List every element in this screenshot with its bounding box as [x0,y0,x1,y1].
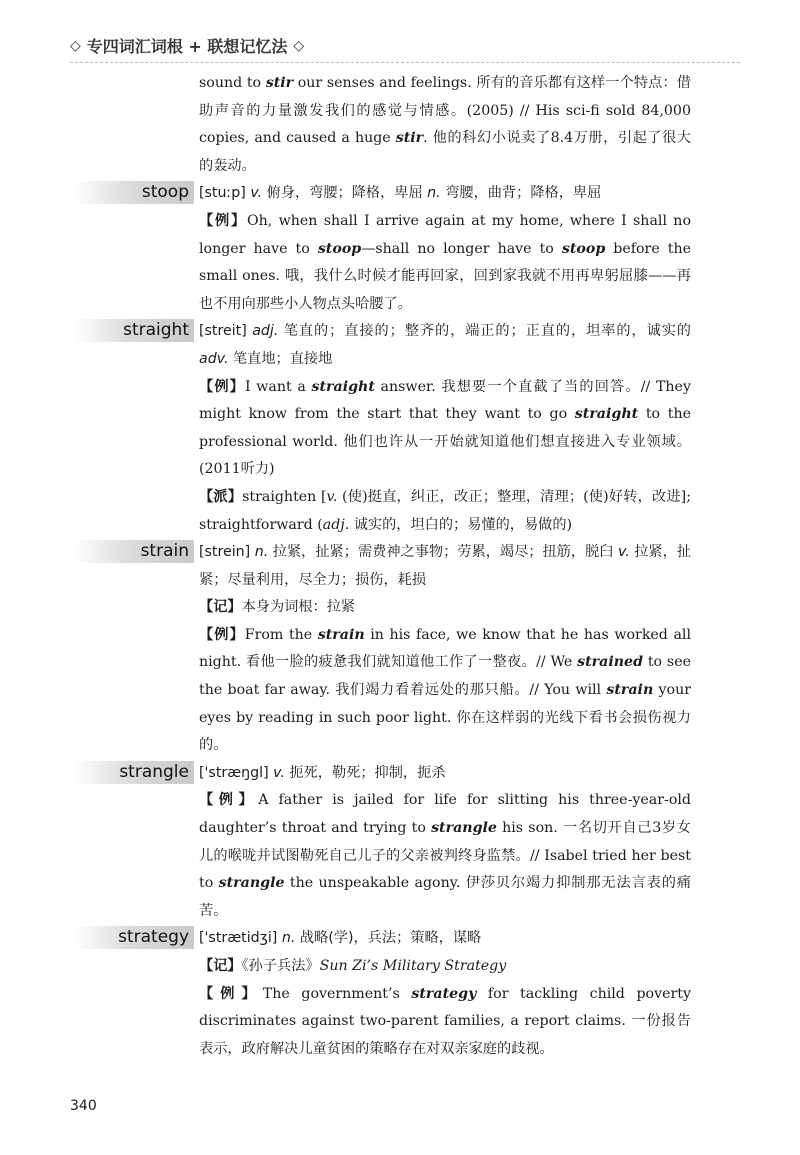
header-divider [70,62,740,63]
header-title: 专四词汇词根 + 联想记忆法 [86,37,288,56]
entry-strain [140,539,692,760]
mnemonic: 【记】本身为词根：拉紧 [199,599,356,616]
headword: strain [74,540,194,563]
definition: [streit] adj. 笔直的；直接的；整齐的，端正的；正直的，坦率的，诚实的 adv. 笔直地；直接地 [199,323,691,367]
page-number: 340 [70,1098,97,1114]
diamond-ornament-icon: ◇ [293,37,305,54]
definition: [strein] n. 拉紧，扯紧；需费神之事物；劳累，竭尽；扭筋，脱臼 v. 拉紧，扯紧；尽量利用，尽全力；损伤，耗损 [199,544,692,588]
definition: ['strætidʒi] n. 战略(学)，兵法；策略，谋略 [199,930,482,947]
example: 【例】From the strain in his face, we know that he has worked all night. 看他一脸的疲惫我们就知道他工作了一整夜。// We strained to see the boat far away. 我们竭力看着远处的那只船。// You will strain your eyes by reading in such poor light. 你在这样弱的光线下看书会损伤视力的。 [199,626,692,754]
entry-stoop [141,180,691,318]
continued-paragraph: sound to stir our senses and feelings. 所有的音乐都有这样一个特点：借助声音的力量激发我们的感觉与情感。(2005) // His sci-fi sold 84,000 copies, and caused a huge stir. 他的科幻小说卖了8.4万册，引起了很大的轰动。 [199,75,691,174]
entry-straight [123,318,692,539]
example: 【例】A father is jailed for life for slitting his three-year-old daughter’s throat and trying to strangle his son. 一名切开自己3岁女儿的喉咙并试图勒死自己儿子的父亲被判终身监禁。// Isabel tried her best to strangle the unspeakable agony. 伊莎贝尔竭力抑制那无法言表的痛苦。 [199,792,691,919]
headword: strategy [74,926,194,949]
entry-strategy [118,925,691,1063]
example: 【例】The government’s strategy for tackling child poverty discriminates against two-parent families, a report claims. 一份报告表示，政府解决儿童贫困的策略存在对双亲家庭的歧视。 [199,985,691,1057]
derivatives: 【派】straighten [v. (使)挺直，纠正，改正；整理，清理；(使)好转，改进]; straightforward (adj. 诚实的，坦白的；易懂的，易做的) [199,488,691,533]
running-header [70,34,304,57]
diamond-ornament-icon: ◇ [70,37,81,54]
headword: strangle [74,761,194,784]
mnemonic: 【记】《孙子兵法》Sun Zi’s Military Strategy [199,958,507,974]
example: 【例】Oh, when shall I arrive again at my home, where I shall no longer have to stoop—shall no longer have to stoop before the small ones. 哦，我什么时候才能再回家，回到家我就不用再卑躬屈膝——再也不用向那些小人物点头哈腰了。 [199,212,691,312]
definition: ['stræŋgl] v. 扼死，勒死；抑制，扼杀 [199,764,446,781]
entry-strangle [119,760,691,926]
definition: [stuːp] v. 俯身，弯腰；降格，卑屈 n. 弯腰，曲背；降格，卑屈 [199,185,602,202]
example: 【例】I want a straight answer. 我想要一个直截了当的回答。// They might know from the start that they want to go straight to the professional world. 他们也许从一开始就知道他们想直接进入专业领域。(2011听力) [199,378,692,478]
dictionary-content [118,70,692,1063]
headword: stoop [74,181,194,204]
headword: straight [74,319,194,342]
